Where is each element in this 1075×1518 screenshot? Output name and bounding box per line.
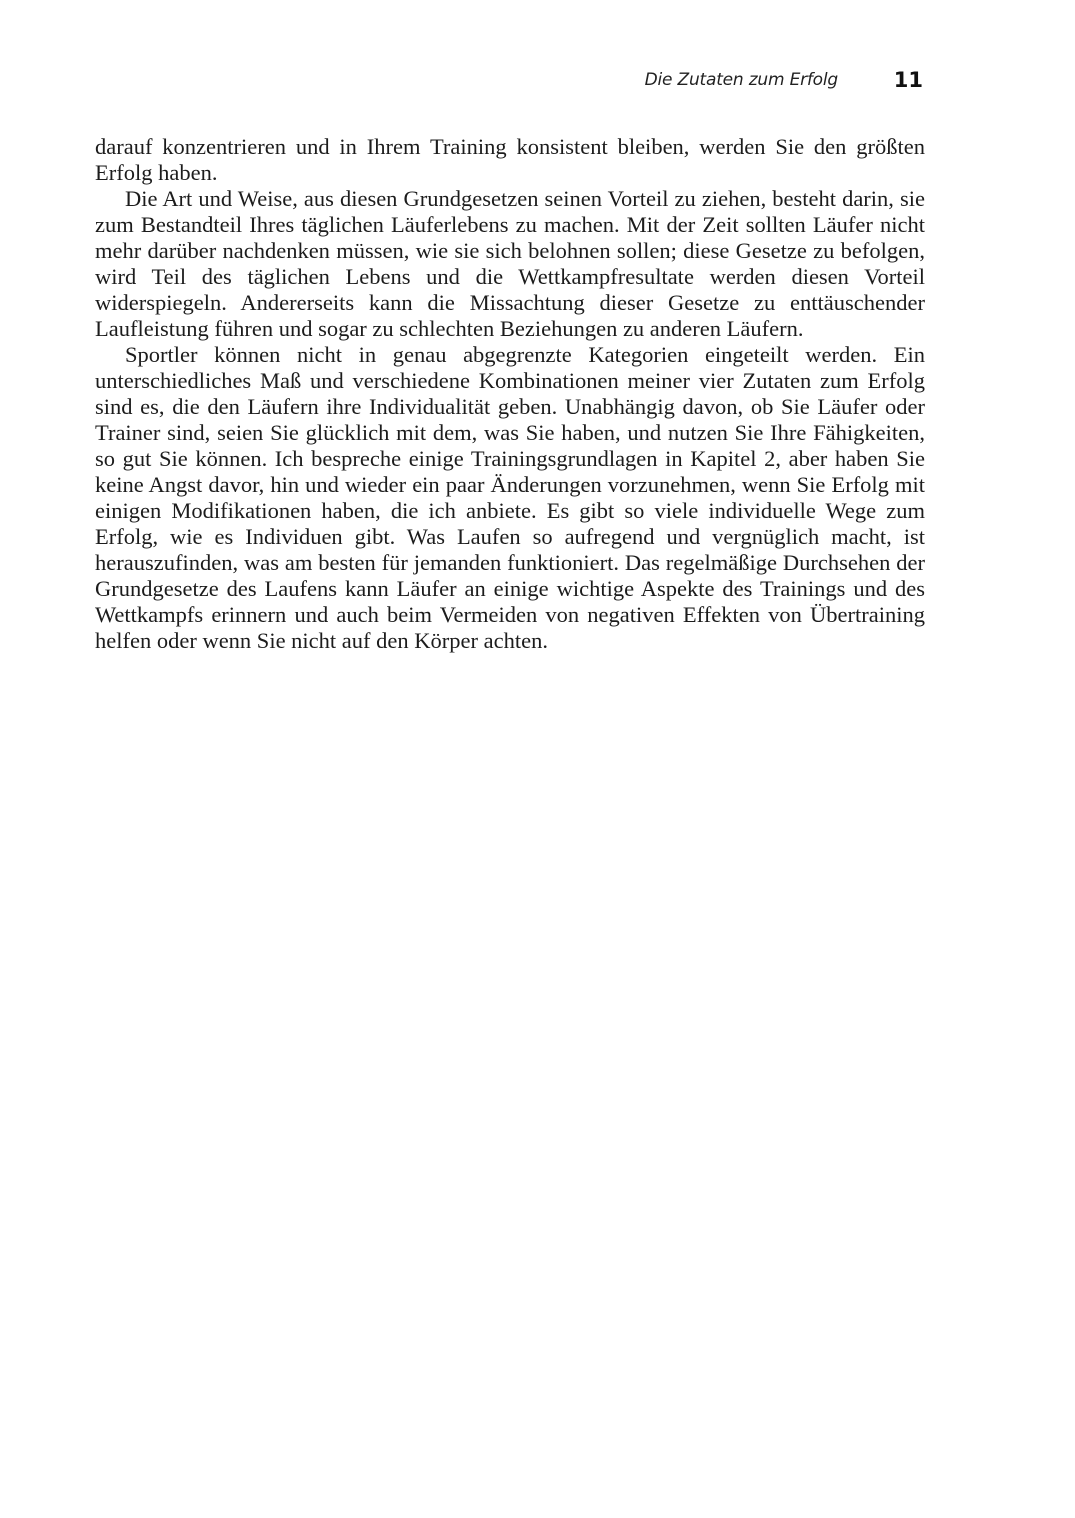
paragraph: Sportler können nicht in genau abgegrenzte Kategorien eingeteilt werden. Ein unterschiedliches Maß und verschiedene Kombinationen meiner vier Zutaten zum Erfolg sind es, die den Läufern ihre Individualität geben. Unabhängig davon, ob Sie Läufer oder Trainer sind, seien Sie glücklich mit dem, was Sie haben, und nutzen Sie Ihre Fähigkeiten, so gut Sie können. Ich bespreche einige Trainingsgrundlagen in Kapitel 2, aber haben Sie keine Angst davor, hin und wieder ein paar Änderungen vorzunehmen, wenn Sie Erfolg mit einigen Modifikationen haben, die ich anbiete. Es gibt so viele individuelle Wege zum Erfolg, wie es Individuen gibt. Was Laufen so aufregend und vergnüglich macht, ist herauszufinden, was am besten für jemanden funktioniert. Das regelmäßige Durchsehen der Grundgesetze des Laufens kann Läufer an einige wichtige Aspekte des Trainings und des Wettkampfs erinnern und auch beim Vermeiden von negativen Effekten von Übertraining helfen oder wenn Sie nicht auf den Körper achten. xyxy=(95,342,925,653)
paragraph: Die Art und Weise, aus diesen Grundgesetzen seinen Vorteil zu ziehen, besteht darin, sie zum Bestandteil Ihres täglichen Läuferlebens zu machen. Mit der Zeit sollten Läufer nicht mehr darüber nachdenken müssen, wie sie sich belohnen sollen; diese Gesetze zu befolgen, wird Teil des täglichen Lebens und die Wettkampfresultate werden diesen Vorteil widerspiegeln. Andererseits kann die Missachtung dieser Gesetze zu enttäuschender Laufleistung führen und sogar zu schlechten Beziehungen zu anderen Läufern. xyxy=(95,186,925,341)
body-text xyxy=(95,134,925,654)
running-header xyxy=(95,68,923,98)
paragraph-continuation: darauf konzentrieren und in Ihrem Training konsistent bleiben, werden Sie den größten Erfolg haben. xyxy=(95,134,925,185)
page-number: 11 xyxy=(893,68,923,92)
running-title: Die Zutaten zum Erfolg xyxy=(644,70,838,90)
